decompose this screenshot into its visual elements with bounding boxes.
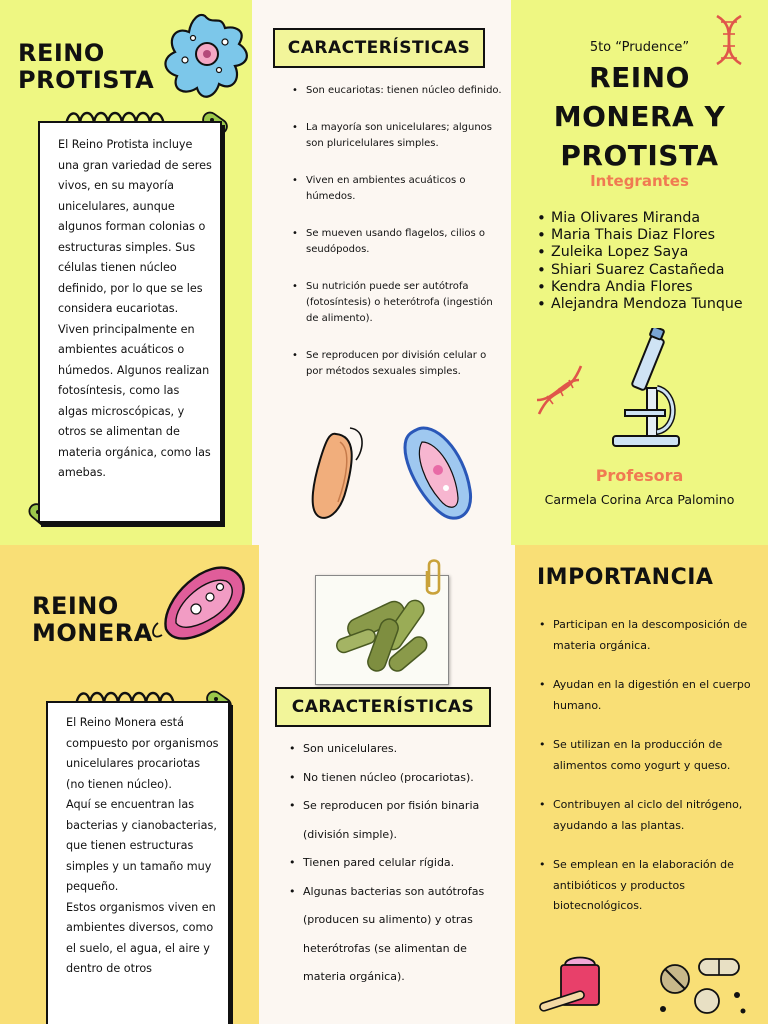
list-item: • Son unicelulares. [289,735,499,764]
importance-list [539,615,754,936]
amoeba-icon [155,8,252,108]
list-item: • Maria Thais Diaz Flores [537,227,768,244]
list-item: • Viven en ambientes acuáticos o húmedos. [292,173,502,205]
teacher-name: Carmela Corina Arca Palomino [544,492,735,507]
importance-title: IMPORTANCIA [537,565,714,590]
monera-paragraph: Aquí se encuentran las bacterias y cianobacterias, que tienen estructuras simples y un tamaño muy pequeño. [66,798,217,893]
list-item: • Se reproducen por división celular o por métodos sexuales simples. [292,348,502,380]
pills-icon [651,951,751,1021]
importance-panel [515,545,768,1024]
monera-paragraph: Estos organismos viven en ambientes diversos, como el suelo, el agua, el aire y dentro de otros [66,900,216,975]
list-item: • Su nutrición puede ser autótrofa (fotosíntesis) o heterótrofa (ingestión de alimento). [292,279,502,327]
protista-panel [0,0,252,545]
euglena-icon [296,420,376,530]
monera-title: REINO MONERA [32,592,153,647]
pink-bacterium-icon [148,559,258,649]
list-item: • Se mueven usando flagelos, cilios o seudópodos. [292,226,502,258]
dna-icon [533,360,587,420]
list-item: • Se reproducen por fisión binaria (división simple). [289,792,499,849]
monera-paragraph: El Reino Monera está compuesto por organismos unicelulares procariotas (no tienen núcleo). [66,716,219,791]
list-item: • Alejandra Mendoza Tunque [537,296,768,313]
members-list [537,210,768,313]
protista-title: REINO PROTISTA [18,39,155,94]
cover-grade: 5to “Prudence” [589,40,690,55]
teacher-label: Profesora [595,466,684,485]
monera-characteristics-panel [259,545,515,1024]
monera-characteristics-list [289,735,499,992]
microscope-icon [607,328,687,448]
list-item: • Shiari Suarez Castañeda [537,262,768,279]
list-item: • Contribuyen al ciclo del nitrógeno, ayudando a las plantas. [539,795,754,836]
protista-paragraph: Viven principalmente en ambientes acuáticos o húmedos. Algunos realizan fotosíntesis, como las algas microscópicas, y otros se alimentan de materia orgánica, como las amebas. [58,322,211,479]
protista-description-card [38,121,222,523]
list-item: • Ayudan en la digestión en el cuerpo humano. [539,675,754,716]
protista-characteristics-panel [252,0,511,545]
list-item: • Tienen pared celular rígida. [289,849,499,878]
list-item: • No tienen núcleo (procariotas). [289,764,499,793]
list-item: • Algunas bacterias son autótrofas (producen su alimento) y otras heterótrofas (se alimentan de materia orgánica). [289,878,499,992]
list-item: • Participan en la descomposición de materia orgánica. [539,615,754,656]
monera-panel [0,545,259,1024]
yogurt-icon [537,953,627,1023]
list-item: • Zuleika Lopez Saya [537,244,768,261]
paperclip-icon [421,557,447,597]
protista-characteristics-title: CARACTERÍSTICAS [273,28,485,68]
list-item: • La mayoría son unicelulares; algunos son pluricelulares simples. [292,120,502,152]
cover-title: REINO MONERA Y PROTISTA [553,61,726,172]
list-item: • Son eucariotas: tienen núcleo definido. [292,83,502,99]
list-item: • Mia Olivares Miranda [537,210,768,227]
cover-panel [511,0,768,545]
list-item: • Kendra Andia Flores [537,279,768,296]
protista-characteristics-list [292,83,502,401]
paramecium-icon [394,420,484,530]
members-label: Integrantes [590,172,689,190]
list-item: • Se emplean en la elaboración de antibióticos y productos biotecnológicos. [539,855,754,917]
monera-characteristics-title: CARACTERÍSTICAS [275,687,491,727]
monera-description-card [46,701,230,1024]
list-item: • Se utilizan en la producción de alimentos como yogurt y queso. [539,735,754,776]
protista-paragraph: El Reino Protista incluye una gran variedad de seres vivos, en su mayoría unicelulares, aunque algunos forman colonias o estructuras simples. Sus células tienen núcleo definido, por lo que se les considera eucariotas. [58,138,212,315]
